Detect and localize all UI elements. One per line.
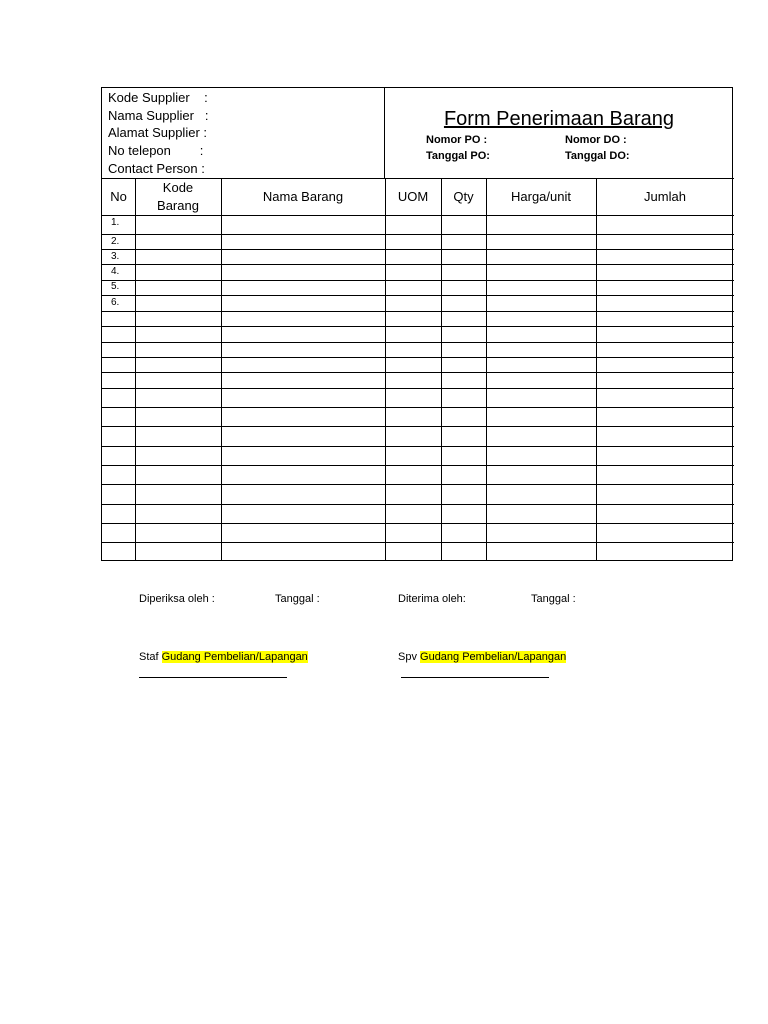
table-row-line xyxy=(102,264,734,265)
table-row-line xyxy=(102,407,734,408)
supervisor-signature-label xyxy=(398,650,566,664)
table-row-line xyxy=(102,342,734,343)
supervisor-department-highlight: Gudang Pembelian/Lapangan xyxy=(420,651,567,663)
table-row-line xyxy=(102,484,734,485)
col-header-total: Jumlah xyxy=(644,189,686,204)
do-date-label: Tanggal DO: xyxy=(565,150,630,162)
po-number-label: Nomor PO : xyxy=(426,134,488,146)
row-number: 2. xyxy=(111,236,120,247)
table-row-line xyxy=(102,326,734,327)
receive-date-label: Tanggal : xyxy=(531,593,576,605)
supplier-contact-label: Contact Person : xyxy=(108,161,205,176)
row-number: 4. xyxy=(111,266,120,277)
table-column-line xyxy=(135,178,136,560)
table-column-line xyxy=(441,178,442,560)
staff-department-highlight: Gudang Pembelian/Lapangan xyxy=(161,651,308,663)
check-date-label: Tanggal : xyxy=(275,593,320,605)
staff-signature-label xyxy=(139,650,308,664)
table-row-line xyxy=(102,249,734,250)
do-number-label: Nomor DO : xyxy=(565,134,627,146)
table-row-line xyxy=(102,215,734,216)
supervisor-prefix: Spv xyxy=(398,651,421,663)
table-row-line xyxy=(102,523,734,524)
table-row-line xyxy=(102,357,734,358)
table-row-line xyxy=(102,295,734,296)
table-row-line xyxy=(102,280,734,281)
header-column-divider xyxy=(384,88,385,178)
supervisor-signature-line xyxy=(401,677,549,678)
po-date-label: Tanggal PO: xyxy=(426,150,490,162)
table-row-line xyxy=(102,446,734,447)
receiving-form xyxy=(101,87,733,561)
row-number: 3. xyxy=(111,251,120,262)
table-column-line xyxy=(596,178,597,560)
supplier-name-label: Nama Supplier : xyxy=(108,108,209,123)
checked-by-label: Diperiksa oleh : xyxy=(139,593,215,605)
table-row-line xyxy=(102,234,734,235)
table-row-line xyxy=(102,504,734,505)
col-header-item-name: Nama Barang xyxy=(262,189,344,204)
received-by-label: Diterima oleh: xyxy=(398,593,466,605)
table-column-line xyxy=(385,178,386,560)
table-row-line xyxy=(102,465,734,466)
form-title: Form Penerimaan Barang xyxy=(443,108,675,130)
col-header-uom: UOM xyxy=(397,189,429,204)
col-header-qty: Qty xyxy=(453,189,474,204)
staff-signature-line xyxy=(139,677,287,678)
col-header-unit-price: Harga/unit xyxy=(511,189,571,204)
table-column-line xyxy=(221,178,222,560)
row-number: 6. xyxy=(111,297,120,308)
table-row-line xyxy=(102,542,734,543)
row-number: 1. xyxy=(111,217,120,228)
header-divider xyxy=(102,178,734,179)
table-row-line xyxy=(102,311,734,312)
table-column-line xyxy=(486,178,487,560)
staff-prefix: Staf xyxy=(139,651,162,663)
table-row-line xyxy=(102,388,734,389)
col-header-item-code: Kode Barang xyxy=(157,180,199,213)
supplier-address-label: Alamat Supplier : xyxy=(108,125,207,140)
col-header-no: No xyxy=(110,189,127,204)
table-row-line xyxy=(102,426,734,427)
row-number: 5. xyxy=(111,281,120,292)
table-row-line xyxy=(102,372,734,373)
supplier-code-label: Kode Supplier : xyxy=(108,90,208,105)
supplier-phone-label: No telepon : xyxy=(108,143,204,158)
